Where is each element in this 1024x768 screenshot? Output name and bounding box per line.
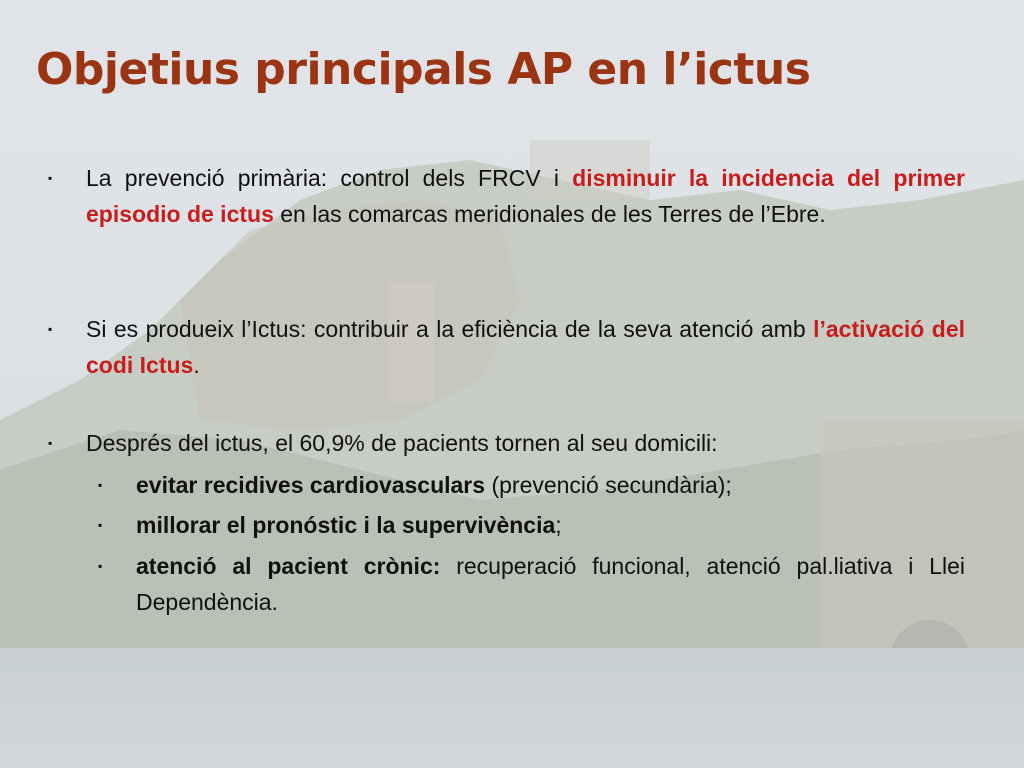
sub-bullet-text: evitar recidives cardiovasculars (prevenció secundària);: [136, 472, 732, 498]
sub-bullet-item-2: [98, 507, 965, 543]
square-bullet-icon: ▪: [98, 478, 103, 492]
sub-bullet-item-3: [98, 548, 965, 620]
highlight-text: l’activació del codi Ictus: [86, 316, 965, 378]
bullet-text: La prevenció primària: control dels FRCV i disminuir la incidencia del primer episodio de ictus en las comarcas meridionales de les Terres de l’Ebre.: [86, 165, 965, 227]
highlight-text: disminuir la incidencia del primer episodio de ictus: [86, 165, 965, 227]
slide-title: Objetius principals AP en l’ictus: [36, 44, 811, 95]
bullet-item-3: [48, 425, 965, 461]
bold-text: atenció al pacient crònic:: [136, 553, 441, 579]
sub-bullet-text: atenció al pacient crònic: recuperació funcional, atenció pal.liativa i Llei Dependència.: [136, 553, 965, 615]
bullet-item-1: [48, 160, 965, 232]
bold-text: evitar recidives cardiovasculars: [136, 472, 486, 498]
sub-bullet-item-1: [98, 467, 965, 503]
sub-bullet-text: millorar el pronóstic i la supervivència;: [136, 512, 562, 538]
bullet-text: Si es produeix l’Ictus: contribuir a la eficiència de la seva atenció amb l’activació del codi Ictus.: [86, 316, 965, 378]
square-bullet-icon: ▪: [48, 436, 53, 450]
bullet-text: Després del ictus, el 60,9% de pacients tornen al seu domicili:: [86, 430, 718, 456]
bold-text: millorar el pronóstic i la supervivència: [136, 512, 556, 538]
square-bullet-icon: ▪: [98, 518, 103, 532]
square-bullet-icon: ▪: [98, 559, 103, 573]
square-bullet-icon: ▪: [48, 171, 53, 185]
bullet-item-2: [48, 311, 965, 383]
square-bullet-icon: ▪: [48, 322, 53, 336]
